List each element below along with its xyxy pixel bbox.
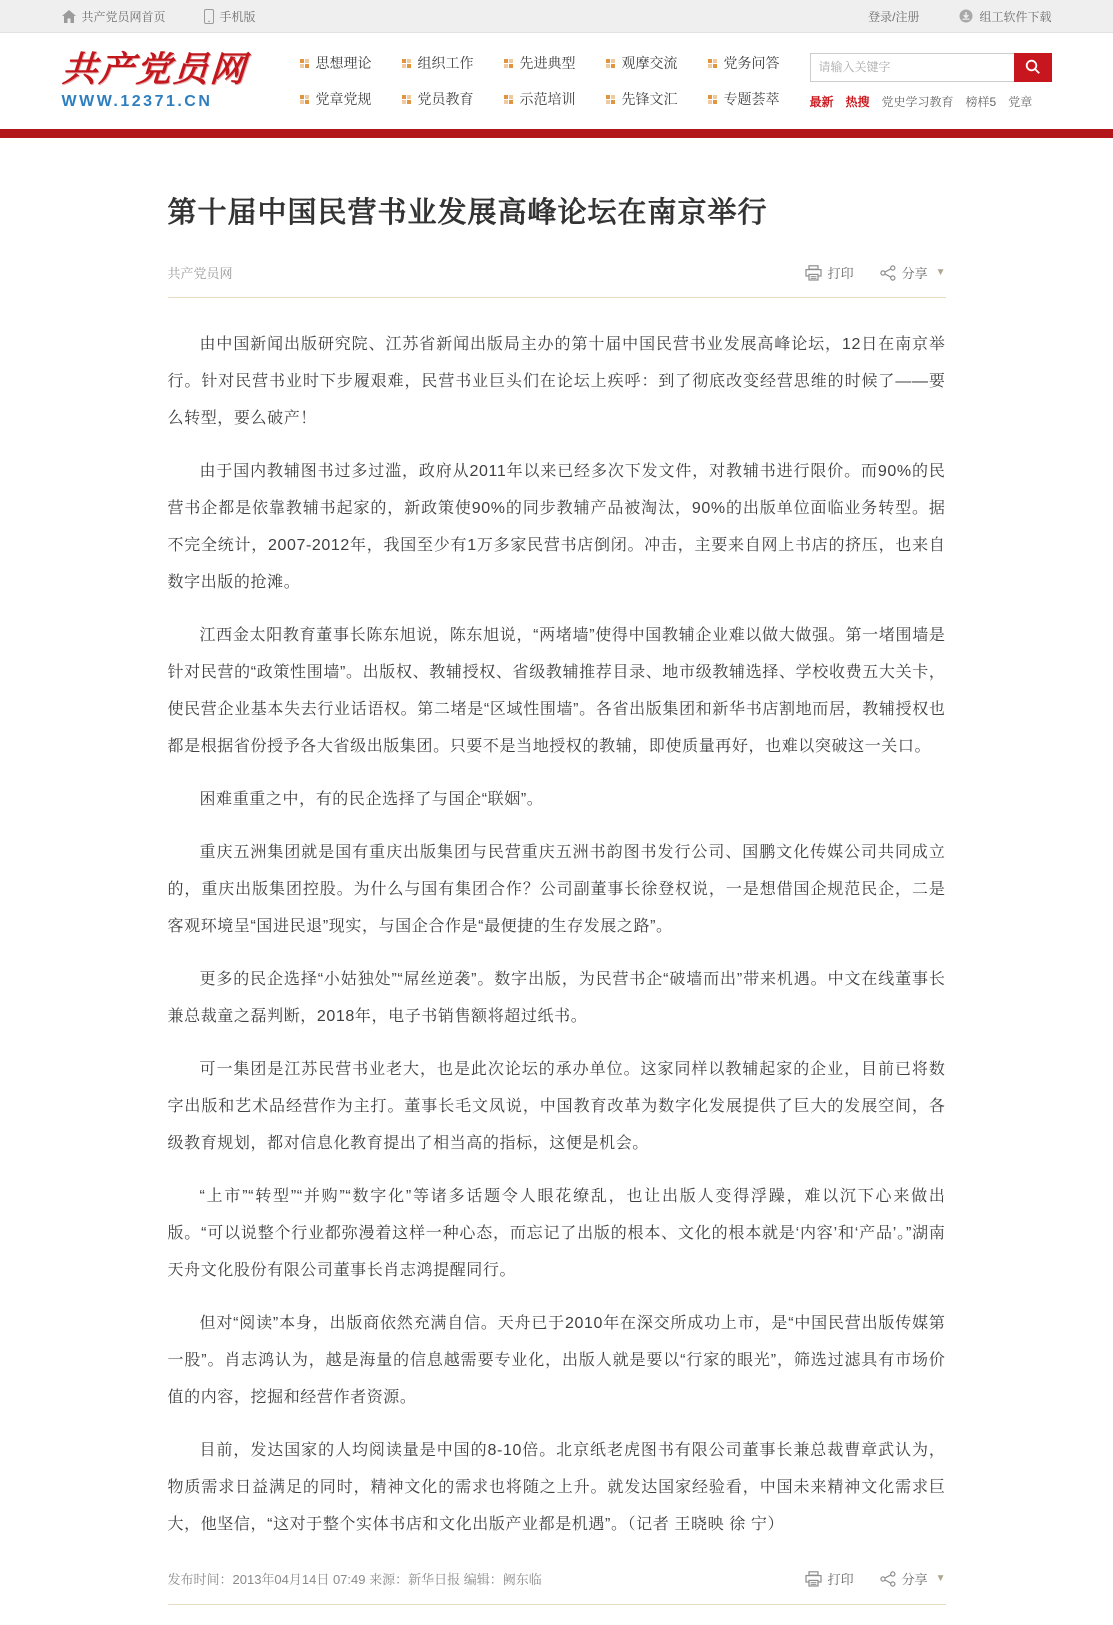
hot-link-zuixin[interactable]: 最新 [809,94,834,109]
site-logo[interactable] [62,51,252,111]
article-paragraph: 困难重重之中，有的民企选择了与国企“联姻”。 [199,791,544,809]
article-body [168,326,946,1543]
nav-item-xianfengwenhui[interactable] [606,89,708,109]
topbar [0,0,1113,33]
print-label: 打印 [827,266,854,282]
grid-icon [708,59,717,68]
topbar-mobile-label: 手机版 [219,9,256,24]
article-actions-bottom [805,1569,946,1588]
nav-item-label: 先锋文汇 [621,91,678,107]
nav-item-label: 先进典型 [519,55,576,71]
grid-icon [504,59,513,68]
article-paragraph: 但对“阅读”本身，出版商依然充满自信。天舟已于2010年在深交所成功上市，是“中国民营出版传媒第一股”。肖志鸿认为，越是海量的信息越需要专业化，出版人就是要以“行家的眼光”，筛选过滤具有市场价值的内容，挖掘和经营作者资源。 [167,1315,946,1407]
print-label: 打印 [827,1572,854,1588]
share-label: 分享 [901,266,928,282]
nav-item-label: 党章党规 [315,91,372,107]
nav-item-label: 专题荟萃 [723,91,780,107]
nav-item-zhuantihuicui[interactable] [708,89,810,109]
login-register-link[interactable] [868,8,919,25]
login-register-label: 登录/注册 [868,9,920,24]
grid-icon [606,59,615,68]
search-icon [1025,59,1041,75]
mobile-phone-icon [204,9,214,24]
nav-item-label: 观摩交流 [621,55,678,71]
article-paragraph: 更多的民企选择“小姑独处”“屌丝逆袭”。数字出版，为民营书企“破墙而出”带来机遇。中文在线董事长兼总裁童之磊判断，2018年，电子书销售额将超过纸书。 [167,971,946,1026]
nav-item-label: 示范培训 [519,91,576,107]
chevron-down-icon: ▼ [935,1573,946,1585]
site-logo-domain: WWW.12371.CN [61,92,213,110]
nav-item-dangyuanjiaoyu[interactable] [402,89,504,109]
share-button[interactable] [880,263,946,282]
search-area [810,53,1052,110]
hot-links [810,93,1052,110]
grid-icon [708,95,717,104]
divider [168,1604,946,1605]
grid-icon [606,95,615,104]
topbar-home-link[interactable] [62,8,166,25]
main-nav [300,53,810,109]
share-icon [880,1571,896,1587]
share-label: 分享 [901,1572,928,1588]
nav-item-label: 党务问答 [723,55,780,71]
article-paragraph: 可一集团是江苏民营书业老大，也是此次论坛的承办单位。这家同样以教辅起家的企业，目前已将数字出版和艺术品经营作为主打。董事长毛文凤说，中国教育改革为数字化发展提供了巨大的发展空间，各级教育规划，都对信息化教育提出了相当高的指标，这便是机会。 [167,1061,946,1153]
grid-icon [300,95,309,104]
article-paragraph: 重庆五洲集团就是国有重庆出版集团与民营重庆五洲书韵图书发行公司、国鹏文化传媒公司共同成立的，重庆出版集团控股。为什么与国有集团合作？公司副董事长徐登权说，一是想借国企规范民企，二是客观环境呈“国进民退”现实，与国企合作是“最便捷的生存发展之路”。 [167,844,946,936]
hot-link-bangyang5[interactable]: 榜样5 [965,94,997,109]
article-footer-row [168,1569,946,1588]
topbar-home-label: 共产党员网首页 [81,9,166,24]
hot-link-dangzhang[interactable]: 党章 [1008,94,1033,109]
nav-item-sixiangllilun[interactable] [300,53,402,73]
hot-link-resou[interactable]: 热搜 [845,94,870,109]
search-input[interactable] [810,53,1014,82]
nav-item-xianjindianxing[interactable] [504,53,606,73]
topbar-mobile-link[interactable] [204,8,256,25]
nav-item-dangzhangdanggui[interactable] [300,89,402,109]
article-paragraph: 由于国内教辅图书过多过滥，政府从2011年以来已经多次下发文件，对教辅书进行限价。而90%的民营书企都是依靠教辅书起家的，新政策使90%的同步教辅产品被淘汰，90%的出版单位面临业务转型。据不完全统计，2007-2012年，我国至少有1万多家民营书店倒闭。冲击，主要来自网上书店的挤压，也来自数字出版的抢滩。 [167,463,946,592]
divider [168,297,946,298]
site-logo-title: 共产党员网 [60,50,248,90]
grid-icon [504,95,513,104]
nav-item-label: 党员教育 [417,91,474,107]
hot-link-dangshixuexijiaoyu[interactable]: 党史学习教育 [881,94,954,109]
grid-icon [300,59,309,68]
search-button[interactable] [1014,53,1052,82]
nav-item-label: 组织工作 [417,55,474,71]
article-paragraph: 江西金太阳教育董事长陈东旭说，陈东旭说，“两堵墙”使得中国教辅企业难以做大做强。第一堵围墙是针对民营的“政策性围墙”。出版权、教辅授权、省级教辅推荐目录、地市级教辅选择、学校收费五大关卡，使民营企业基本失去行业话语权。第二堵是“区域性围墙”。各省出版集团和新华书店割地而居，教辅授权也都是根据省份授予各大省级出版集团。只要不是当地授权的教辅，即使质量再好，也难以突破这一关口。 [167,627,946,756]
site-header [0,33,1113,129]
print-button-bottom[interactable] [805,1569,854,1588]
share-button-bottom[interactable] [880,1569,946,1588]
software-download-label: 组工软件下载 [979,9,1052,24]
home-icon [62,10,76,23]
nav-item-guanmojiaoliu[interactable] [606,53,708,73]
article-actions [805,263,946,282]
nav-item-shifanpeixun[interactable] [504,89,606,109]
print-icon [805,265,822,281]
print-icon [805,1571,822,1587]
nav-item-dangwuwenda[interactable] [708,53,810,73]
nav-item-zuzhigongzuo[interactable] [402,53,504,73]
software-download-link[interactable] [959,8,1051,25]
red-accent-bar [0,129,1113,138]
article-container [168,138,946,1605]
share-icon [880,265,896,281]
print-button[interactable] [805,263,854,282]
article-title: 第十届中国民营书业发展高峰论坛在南京举行 [167,197,768,229]
article-paragraph: “上市”“转型”“并购”“数字化”等诸多话题令人眼花缭乱，也让出版人变得浮躁，难以沉下心来做出版。“可以说整个行业都弥漫着这样一种心态，而忘记了出版的根本、文化的根本就是‘内容’和‘产品’。”湖南天舟文化股份有限公司董事长肖志鸿提醒同行。 [167,1188,946,1280]
article-paragraph: 由中国新闻出版研究院、江苏省新闻出版局主办的第十届中国民营书业发展高峰论坛，12日在南京举行。针对民营书业时下步履艰难，民营书业巨头们在论坛上疾呼：到了彻底改变经营思维的时候了——要么转型，要么破产！ [167,336,946,428]
article-source: 共产党员网 [167,266,233,282]
grid-icon [402,59,411,68]
article-meta-row [168,263,946,282]
download-icon [959,9,973,23]
article-paragraph: 目前，发达国家的人均阅读量是中国的8-10倍。北京纸老虎图书有限公司董事长兼总裁曹章武认为，物质需求日益满足的同时，精神文化的需求也将随之上升。就发达国家经验看，中国未来精神文化需求巨大，他坚信，“这对于整个实体书店和文化出版产业都是机遇”。（记者 王晓映 徐 宁） [167,1442,946,1534]
publish-meta: 发布时间：2013年04月14日 07:49 来源：新华日报 编辑：阙东临 [167,1572,542,1588]
nav-item-label: 思想理论 [315,55,372,71]
chevron-down-icon: ▼ [935,267,946,279]
grid-icon [402,95,411,104]
